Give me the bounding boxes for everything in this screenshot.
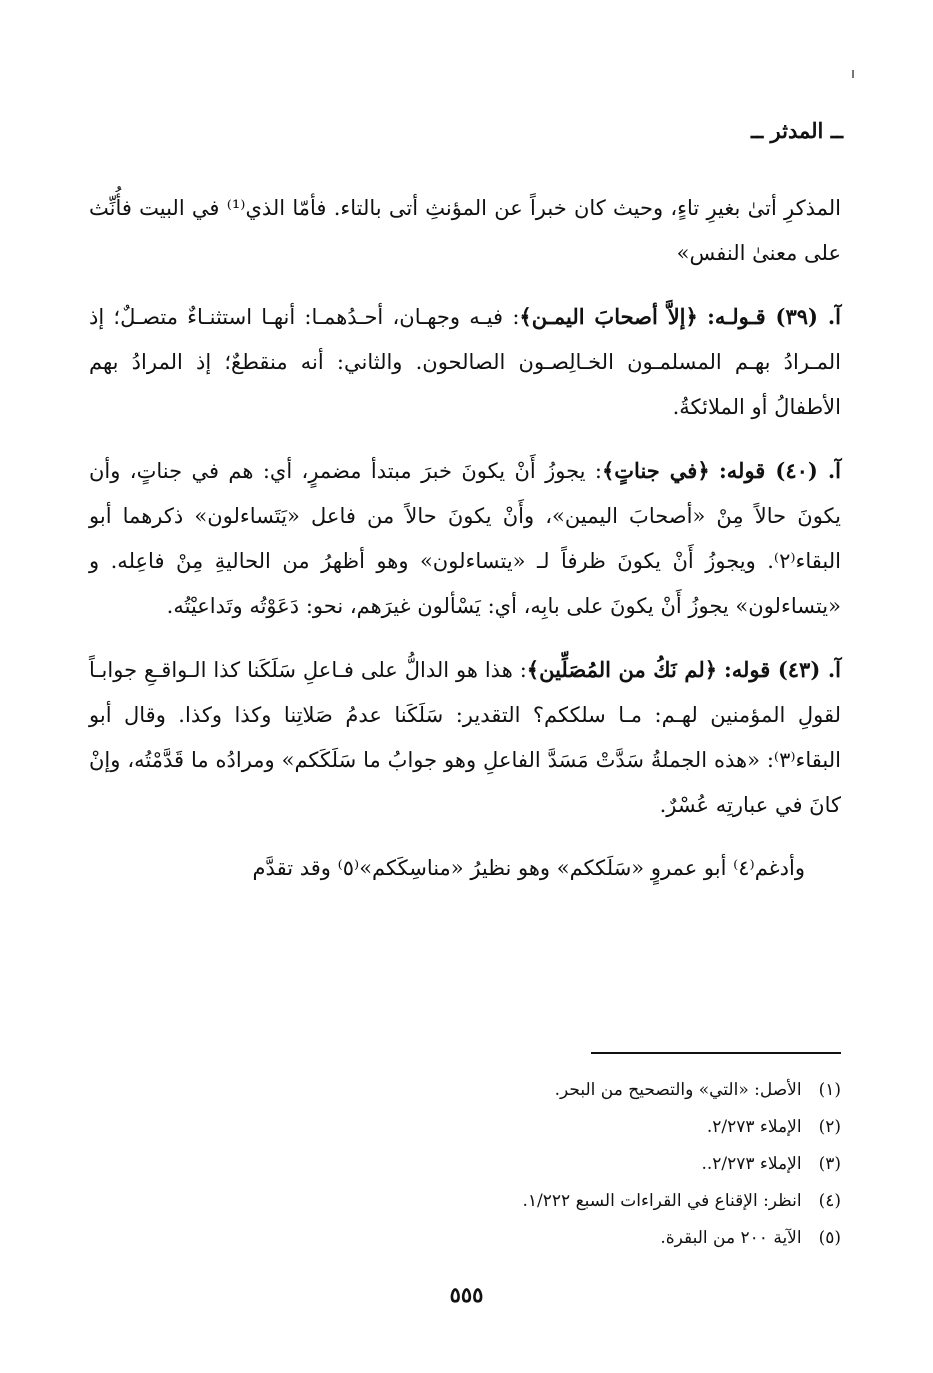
footnote-1 xyxy=(341,1072,841,1109)
paragraph-text: : فيـه وجهـان، أحـدُهمـا: أنهـا استثنـاءٌ متصـلٌ؛ إذ المـرادُ بهـم المسلمـون الخـالِصـون الصالحون. والثاني: أنه منقطعٌ؛ إذ المرادُ بهم الأطفالُ أو الملائكةُ. xyxy=(89,305,841,419)
footnote-text: الإملاء ٢/٢٧٣.. xyxy=(701,1154,802,1174)
footnote-2 xyxy=(341,1109,841,1146)
paragraph-verse-39 xyxy=(89,294,841,430)
paragraph-text: : يجوزُ أَنْ يكونَ خبرَ مبتدأ مضمرٍ، أي: هم في جناتٍ، وأن يكونَ حالاً مِنْ «أصحابَ اليمين»، وأَنْ يكونَ حالاً من فاعل «يَتَساءلون» ذكرهما أبو البقاء⁽٢⁾. ويجوزُ أَنْ يكونَ ظرفاً لـ «يتساءلون» وهو أظهرُ من الحاليةِ مِنْ فاعِله. و «يتساءلون» يجوزُ أَنْ يكونَ على بابِه، أي: يَسْألون غيرَهم، نحو: دَعَوْتُه وتَداعيْتُه. xyxy=(89,459,841,618)
main-text xyxy=(89,186,841,909)
footnote-number: (١) xyxy=(818,1080,841,1100)
verse-reference: آ. (٣٩) قـولـه: xyxy=(707,304,842,329)
paragraph-text: المذكرِ أتىٰ بغيرِ تاءٍ، وحيث كان خبراً عن المؤنثِ أتى بالتاء. فأمّا الذي⁽¹⁾ في البيت فأُنِّث على معنىٰ النفس» xyxy=(89,196,842,265)
footnote-number: (٥) xyxy=(818,1228,841,1248)
footnote-number: (٢) xyxy=(818,1117,841,1137)
verse-reference: آ. (٤٠) قوله: xyxy=(719,458,841,483)
verse-reference: آ. (٤٣) قوله: xyxy=(723,657,841,682)
paragraph-verse-43 xyxy=(89,647,841,828)
footnote-4 xyxy=(341,1183,841,1220)
paragraph-continuation xyxy=(89,186,841,276)
footnote-number: (٤) xyxy=(818,1191,841,1211)
footnote-number: (٣) xyxy=(818,1154,841,1174)
footnote-text: الإملاء ٢/٢٧٣. xyxy=(706,1117,802,1137)
running-head: ــ المدثر ــ xyxy=(750,118,843,143)
footnote-text: الأصل: «التي» والتصحيح من البحر. xyxy=(554,1080,802,1100)
verse-quote: ﴿في جناتٍ﴾ xyxy=(601,458,710,483)
paragraph-text: : هذا هو الدالُّ على فـاعلِ سَلَكَنا كذا الـواقـعِ جوابـاً لقولِ المؤمنين لهـم: مـا سلككم؟ التقدير: سَلَكَنا عدمُ صَلاتِنا وكذا وكذا. وقال أبو البقاء⁽٣⁾: «هذه الجملةُ سَدَّتْ مَسَدَّ الفاعلِ وهو جوابُ ما سَلَكَكم» ومرادُه ما قَدَّمْتُه، وإنْ كانَ في عبارتِه عُسْرٌ. xyxy=(89,658,841,817)
footnote-5 xyxy=(341,1220,841,1257)
paragraph-text: وأدغم⁽٤⁾ أبو عمروٍ «سَلَككم» وهو نظيرُ «مناسِكَكم»⁽٥⁾ وقد تقدَّم xyxy=(252,856,805,880)
footnote-divider xyxy=(591,1052,841,1054)
verse-quote: ﴿لم نَكُ من المُصَلِّين﴾ xyxy=(526,657,718,682)
page-number: ٥٥٥ xyxy=(449,1282,484,1307)
paragraph-verse-40 xyxy=(89,448,841,629)
footnote-text: انظر: الإقناع في القراءات السبع ١/٢٢٢. xyxy=(522,1191,802,1211)
footnote-text: الآية ٢٠٠ من البقرة. xyxy=(660,1228,802,1248)
footnotes xyxy=(341,1072,841,1257)
scan-mark xyxy=(852,70,854,78)
verse-quote: ﴿إلاَّ أصحابَ اليمـن﴾ xyxy=(519,304,698,329)
paragraph-idgham xyxy=(89,846,841,891)
footnote-3 xyxy=(341,1146,841,1183)
